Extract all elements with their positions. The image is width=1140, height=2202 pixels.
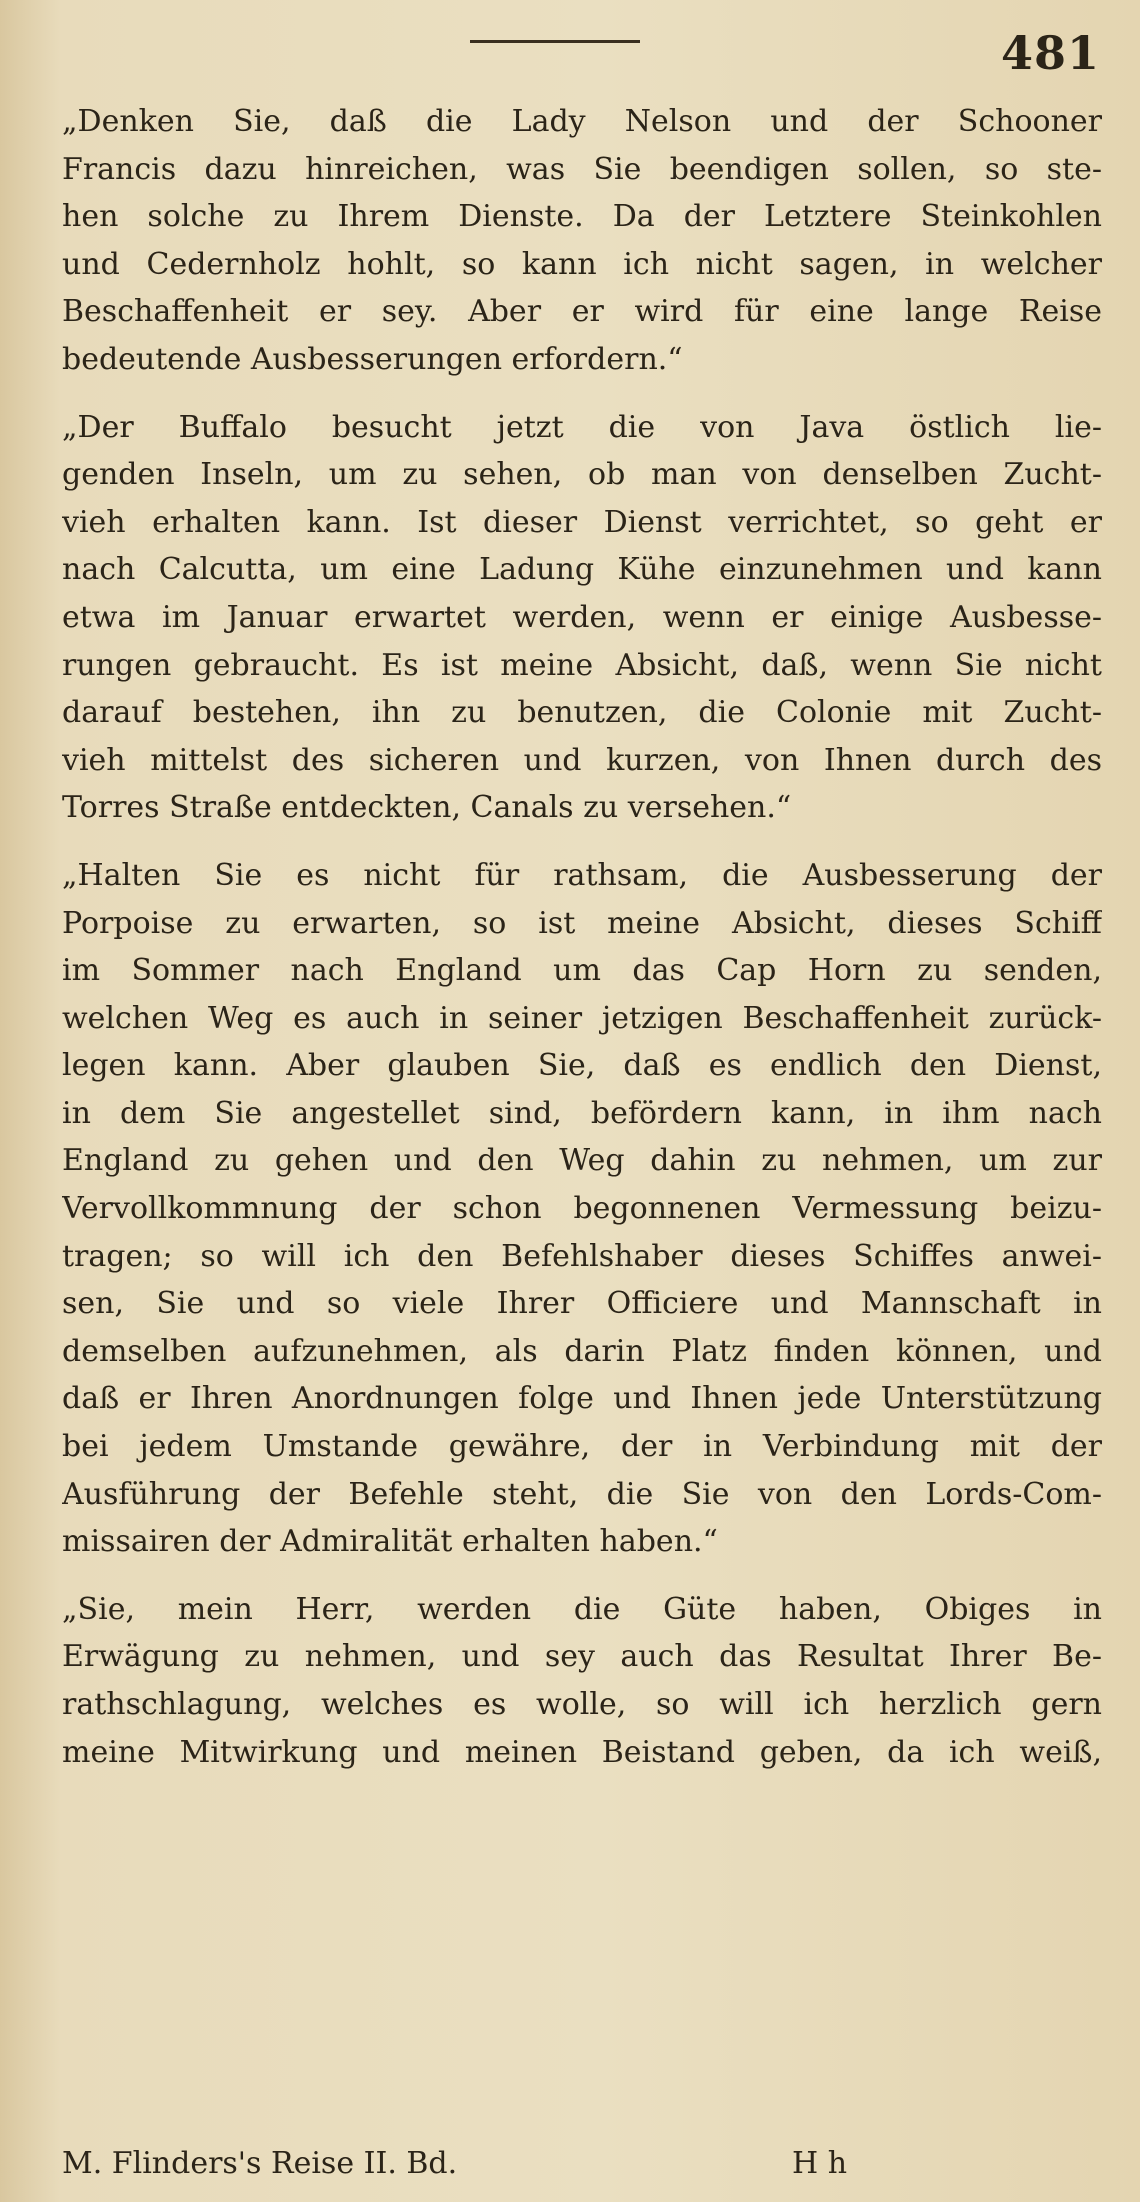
text-line: meine Mitwirkung und meinen Beistand geben, da ich weiß, — [62, 1734, 1102, 1770]
text-line: sen, Sie und so viele Ihrer Officiere und Mannschaft in — [62, 1286, 1102, 1322]
text-line: Porpoise zu erwarten, so ist meine Absicht, dieses Schiff — [62, 905, 1102, 941]
text-line: hen solche zu Ihrem Dienste. Da der Letztere Steinkohlen — [62, 199, 1102, 235]
header-rule — [470, 40, 640, 43]
text-line: bei jedem Umstande gewähre, der in Verbindung mit der — [62, 1429, 1102, 1465]
text-line: genden Inseln, um zu sehen, ob man von denselben Zucht- — [62, 457, 1102, 493]
text-line: Francis dazu hinreichen, was Sie beendigen sollen, so ste- — [62, 151, 1102, 187]
text-line: vieh mittelst des sicheren und kurzen, von Ihnen durch des — [62, 742, 1102, 778]
text-line: im Sommer nach England um das Cap Horn zu senden, — [62, 953, 1102, 989]
page-footer — [62, 2146, 1102, 2186]
text-line: in dem Sie angestellet sind, befördern kann, in ihm nach — [62, 1095, 1102, 1131]
text-line: tragen; so will ich den Befehlshaber dieses Schiffes anwei- — [62, 1238, 1102, 1274]
signature-mark: H h — [792, 2146, 848, 2181]
text-line: „Der Buffalo besucht jetzt die von Java östlich lie- — [62, 409, 1102, 445]
text-line: Erwägung zu nehmen, und sey auch das Resultat Ihrer Be- — [62, 1639, 1102, 1675]
text-line: Beschaffenheit er sey. Aber er wird für eine lange Reise — [62, 294, 1102, 330]
text-line: Torres Straße entdeckten, Canals zu versehen.“ — [62, 790, 792, 826]
text-line: und Cedernholz hohlt, so kann ich nicht sagen, in welcher — [62, 246, 1102, 282]
text-line: legen kann. Aber glauben Sie, daß es endlich den Dienst, — [62, 1048, 1102, 1084]
signature-line: M. Flinders's Reise II. Bd. — [62, 2146, 458, 2181]
text-line: daß er Ihren Anordnungen folge und Ihnen jede Unterstützung — [62, 1381, 1102, 1417]
text-line: etwa im Januar erwartet werden, wenn er einige Ausbesse- — [62, 599, 1102, 635]
text-line: rungen gebraucht. Es ist meine Absicht, daß, wenn Sie nicht — [62, 647, 1102, 683]
text-line: vieh erhalten kann. Ist dieser Dienst verrichtet, so geht er — [62, 504, 1102, 540]
text-line: nach Calcutta, um eine Ladung Kühe einzunehmen und kann — [62, 552, 1102, 588]
paragraph — [62, 404, 1102, 832]
text-line: „Halten Sie es nicht für rathsam, die Ausbesserung der — [62, 857, 1102, 893]
text-line: Vervollkommnung der schon begonnenen Vermessung beizu- — [62, 1191, 1102, 1227]
paragraph-gap — [62, 832, 1102, 852]
text-line: rathschlagung, welches es wolle, so will ich herzlich gern — [62, 1687, 1102, 1722]
paragraph — [62, 852, 1102, 1566]
text-line: England zu gehen und den Weg dahin zu nehmen, um zur — [62, 1143, 1102, 1179]
text-line: bedeutende Ausbesserungen erfordern.“ — [62, 341, 683, 377]
text-line: darauf bestehen, ihn zu benutzen, die Colonie mit Zucht- — [62, 695, 1102, 731]
text-line: Ausführung der Befehle steht, die Sie von den Lords-Com- — [62, 1476, 1102, 1512]
body-text — [62, 98, 1102, 1776]
paragraph — [62, 1586, 1102, 1776]
text-line: missairen der Admiralität erhalten haben.“ — [62, 1524, 718, 1560]
paragraph-gap — [62, 384, 1102, 404]
text-line: demselben aufzunehmen, als darin Platz finden können, und — [62, 1333, 1102, 1369]
page-number: 481 — [1000, 26, 1100, 80]
text-line: „Denken Sie, daß die Lady Nelson und der Schooner — [62, 104, 1102, 139]
paragraph — [62, 98, 1102, 384]
text-line: welchen Weg es auch in seiner jetzigen Beschaffenheit zurück- — [62, 1000, 1102, 1036]
text-line: „Sie, mein Herr, werden die Güte haben, Obiges in — [62, 1591, 1102, 1627]
paragraph-gap — [62, 1566, 1102, 1586]
